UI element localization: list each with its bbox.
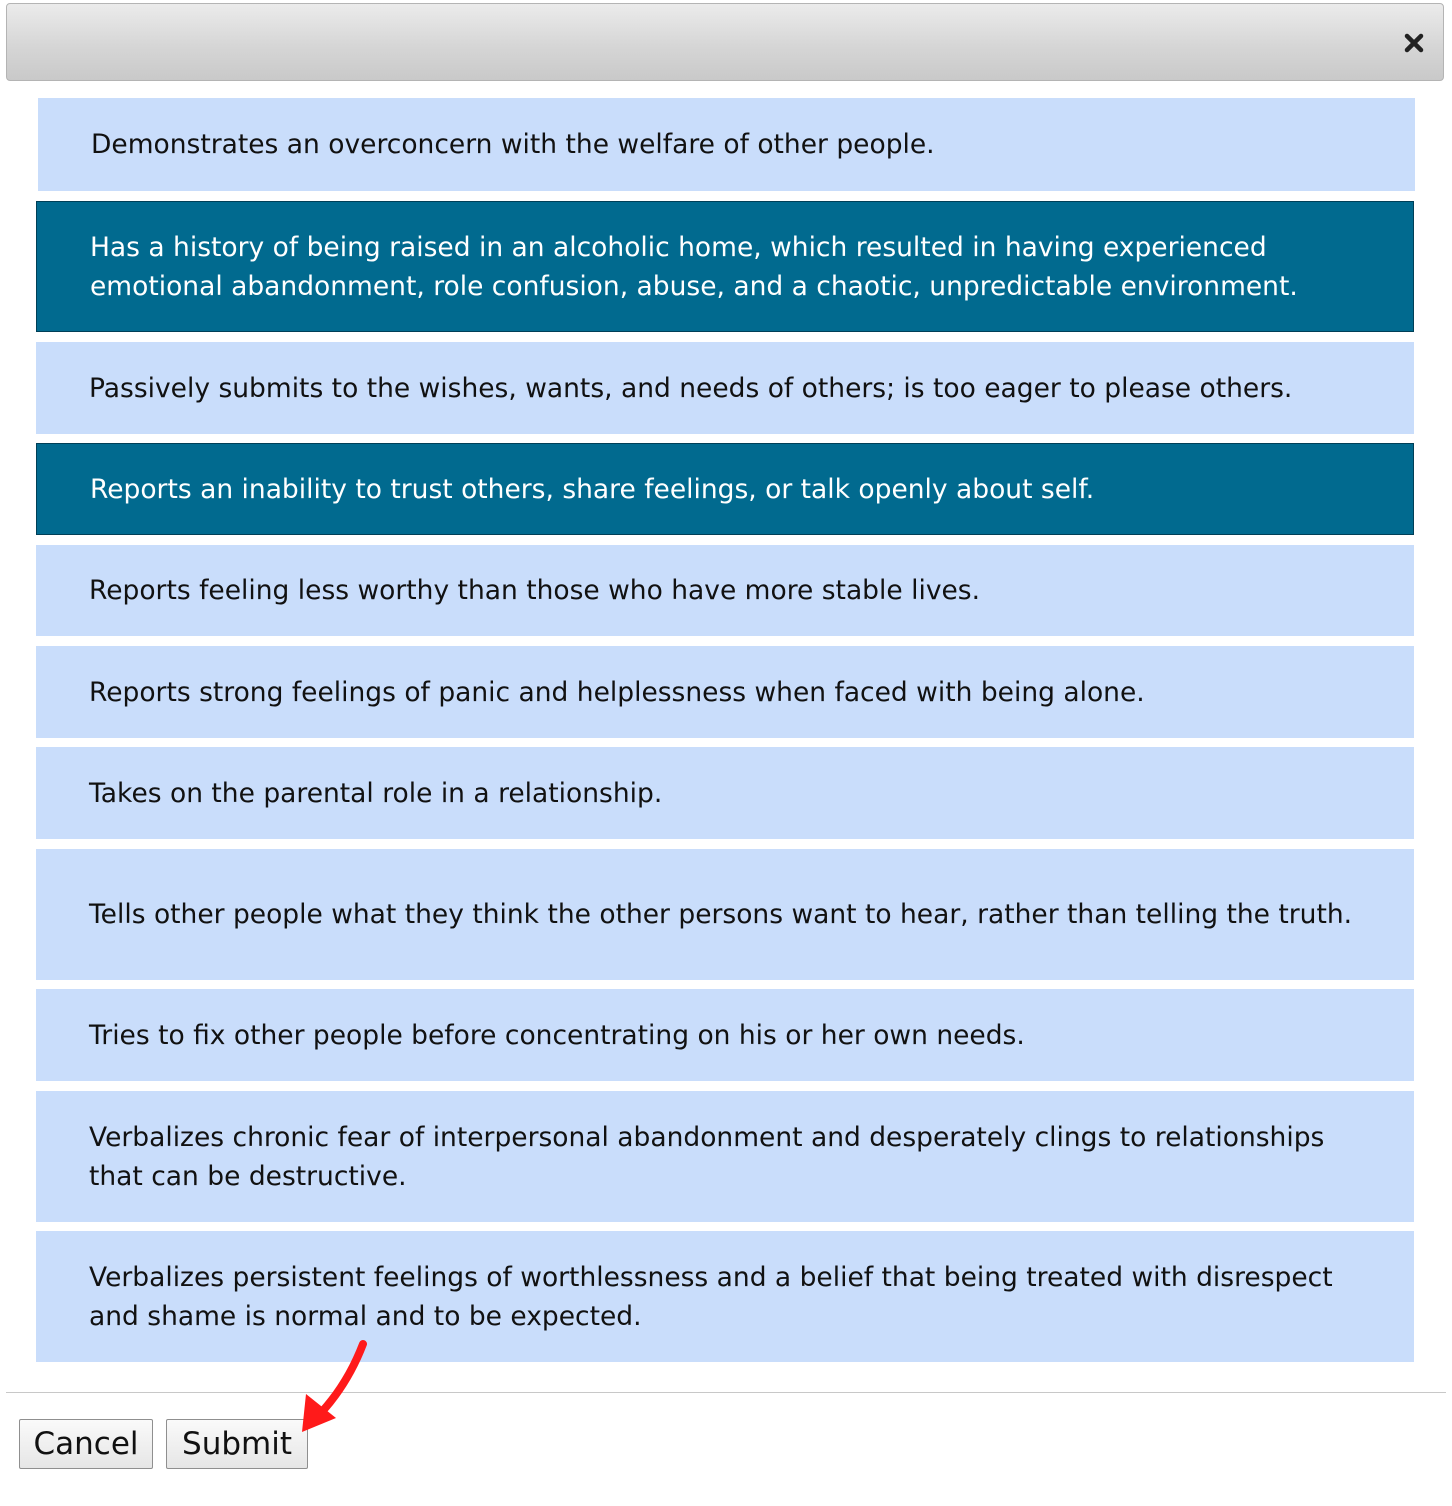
list-item-label: Tells other people what they think the other persons want to hear, rather than telling the truth. bbox=[89, 899, 1353, 930]
list-item[interactable] bbox=[36, 747, 1414, 839]
list-item[interactable] bbox=[36, 989, 1414, 1081]
list-item-label: Reports an inability to trust others, share feelings, or talk openly about self. bbox=[90, 473, 1095, 505]
list-item-label: Verbalizes persistent feelings of worthlessness and a belief that being treated with disrespect and shame is normal and to be expected. bbox=[89, 1261, 1333, 1332]
list-item-label: Has a history of being raised in an alcoholic home, which resulted in having experienced emotional abandonment, role confusion, abuse, and a chaotic, unpredictable environment. bbox=[90, 231, 1298, 302]
close-x-icon[interactable] bbox=[1403, 32, 1425, 54]
list-item-label: Verbalizes chronic fear of interpersonal abandonment and desperately clings to relationships that can be destructive. bbox=[89, 1121, 1325, 1192]
list-item-label: Passively submits to the wishes, wants, and needs of others; is too eager to please others. bbox=[89, 372, 1293, 404]
list-item[interactable] bbox=[36, 342, 1414, 434]
list-item-label: Takes on the parental role in a relationship. bbox=[89, 777, 663, 809]
cancel-button[interactable]: Cancel bbox=[19, 1419, 153, 1469]
list-item[interactable] bbox=[36, 1091, 1414, 1222]
list-item[interactable] bbox=[36, 545, 1414, 636]
list-item[interactable] bbox=[36, 849, 1414, 980]
list-item-label: Demonstrates an overconcern with the welfare of other people. bbox=[91, 129, 935, 160]
submit-button[interactable]: Submit bbox=[166, 1419, 308, 1469]
dialog-titlebar bbox=[6, 3, 1444, 81]
list-item-label: Reports strong feelings of panic and helplessness when faced with being alone. bbox=[89, 676, 1145, 708]
list-item[interactable] bbox=[36, 1231, 1414, 1362]
list-item[interactable] bbox=[36, 646, 1414, 738]
list-item[interactable] bbox=[36, 201, 1414, 332]
footer-divider bbox=[6, 1392, 1446, 1393]
list-item-label: Tries to fix other people before concentrating on his or her own needs. bbox=[89, 1019, 1025, 1051]
list-item-label: Reports feeling less worthy than those who have more stable lives. bbox=[89, 575, 981, 606]
list-item[interactable] bbox=[36, 443, 1414, 535]
list-item[interactable] bbox=[38, 98, 1415, 191]
